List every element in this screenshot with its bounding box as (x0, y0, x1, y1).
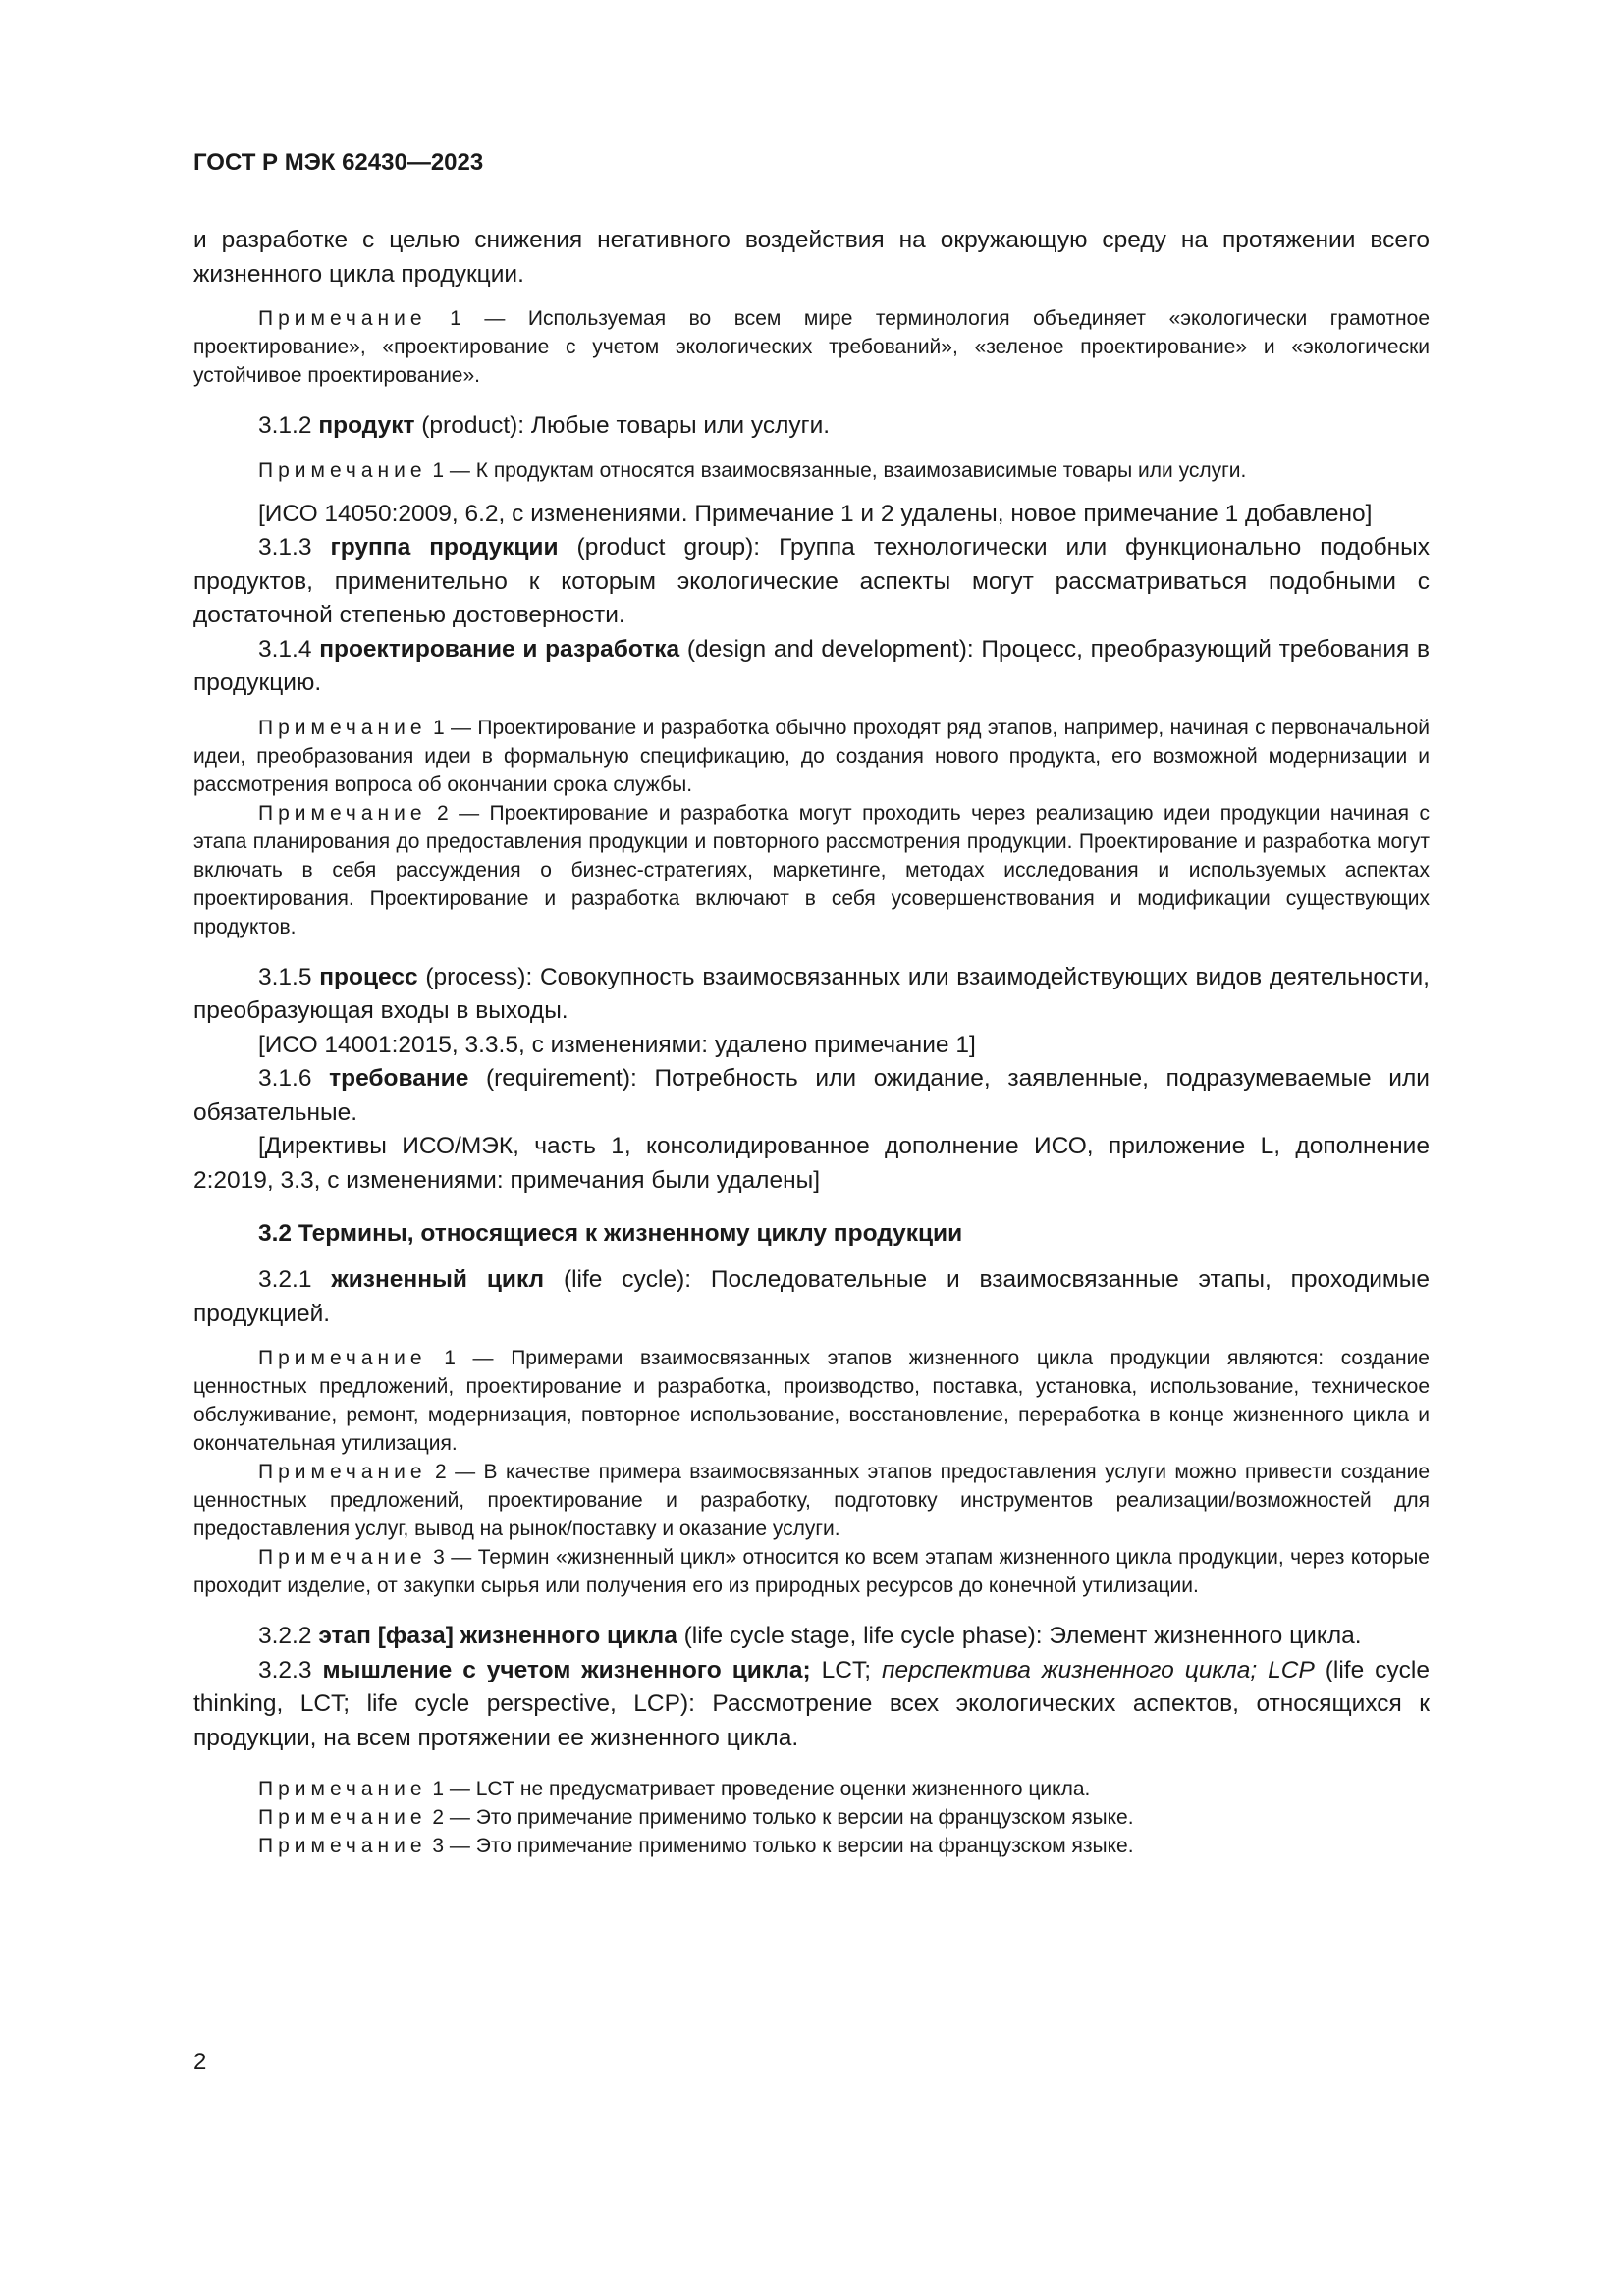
term-3-1-5 (193, 961, 1430, 1029)
term-number: 3.1.5 (258, 963, 320, 990)
term-definition: (product group): Группа технологически или функционально подобных продуктов, применительно к которым экологические аспекты могут рассматриваться подобными с достаточной степенью достоверности. (193, 534, 1430, 628)
document-body (193, 224, 1430, 1860)
term-number: 3.2.3 (258, 1656, 323, 1683)
note-text: 2 — Это примечание применимо только к версии на французском языке. (426, 1806, 1134, 1829)
note (193, 714, 1430, 799)
note (193, 1775, 1430, 1803)
note-label: Примечание (258, 458, 427, 482)
term-alternative: перспектива жизненного цикла; LCP (882, 1656, 1315, 1683)
term-3-1-4 (193, 633, 1430, 701)
note-label: Примечание (258, 716, 427, 739)
term-number: 3.2.1 (258, 1266, 332, 1293)
page-number: 2 (193, 2049, 207, 2075)
term-name: жизненный цикл (331, 1266, 545, 1293)
note-label: Примечание (258, 1778, 427, 1800)
note-label: Примечание (258, 1347, 427, 1369)
term-3-2-1 (193, 1263, 1430, 1331)
term-3-1-6 (193, 1062, 1430, 1130)
term-definition: (life cycle): Последовательные и взаимосвязанные этапы, проходимые продукцией. (193, 1266, 1431, 1327)
term-name: этап [фаза] жизненного цикла (318, 1623, 677, 1649)
note-label: Примечание (258, 1546, 427, 1569)
term-number: 3.1.4 (258, 635, 320, 663)
term-definition: (design and development): Процесс, преобразующий требования в продукцию. (193, 635, 1430, 696)
note-label: Примечание (258, 1461, 427, 1483)
note (193, 799, 1430, 941)
document-header: ГОСТ Р МЭК 62430—2023 (193, 149, 484, 176)
source-reference: [ИСО 14050:2009, 6.2, с изменениями. Примечание 1 и 2 удалены, новое примечание 1 добавлено] (258, 500, 1373, 527)
term-name: процесс (319, 963, 418, 990)
note (193, 456, 1430, 485)
term-definition: (life cycle thinking, LCT; life cycle perspective, LCP): Рассмотрение всех экологических аспектов, относящихся к продукции, на всем протяжении ее жизненного цикла. (193, 1656, 1430, 1751)
term-definition: (life cycle stage, life cycle phase): Элемент жизненного цикла. (677, 1623, 1362, 1649)
term-number: 3.2.2 (258, 1623, 319, 1649)
source-reference: [Директивы ИСО/МЭК, часть 1, консолидированное дополнение ИСО, приложение L, дополнение 2:2019, 3.3, с изменениями: примечания были удалены] (193, 1133, 1430, 1194)
note-text: 3 — Это примечание применимо только к версии на французском языке. (426, 1835, 1134, 1857)
term-number: 3.1.2 (258, 412, 319, 439)
note-text: 1 — Используемая во всем мире терминология объединяет «экологически грамотное проектирование», «проектирование с учетом экологических требований», «зеленое проектирование» и «экологически устойчивое проектирование». (193, 307, 1430, 387)
section-heading: 3.2 Термины, относящиеся к жизненному циклу продукции (258, 1220, 963, 1247)
term-name: продукт (318, 412, 415, 439)
source-reference: [ИСО 14001:2015, 3.3.5, с изменениями: удалено примечание 1] (258, 1031, 976, 1058)
note-text: 2 — В качестве примера взаимосвязанных этапов предоставления услуги можно привести создание ценностных предложений, проектирование и разработку, подготовку инструментов реализации/возможностей для предоставления услуг, вывод на рынок/поставку и оказание услуги. (193, 1461, 1430, 1540)
note (193, 1803, 1430, 1832)
term-definition: (process): Совокупность взаимосвязанных или взаимодействующих видов деятельности, преобразующая входы в выходы. (193, 963, 1430, 1024)
term-number: 3.1.3 (258, 534, 331, 561)
term-name: проектирование и разработка (319, 635, 680, 663)
note-label: Примечание (258, 1835, 427, 1857)
note-text: 1 — LCT не предусматривает проведение оценки жизненного цикла. (426, 1778, 1091, 1800)
note-text: 2 — Проектирование и разработка могут проходить через реализацию идеи продукции начиная с этапа планирования до предоставления продукции и повторного рассмотрения продукции. Проектирование и разработка могут включать в себя рассуждения о бизнес-стратегиях, маркетинге, методах исследования и используемых аспектах проектирования. Проектирование и разработка включают в себя усовершенствования и модификации существующих продуктов. (193, 801, 1430, 938)
term-number: 3.1.6 (258, 1065, 330, 1092)
term-3-2-2 (193, 1620, 1430, 1654)
note (193, 1344, 1430, 1458)
term-name: группа продукции (330, 534, 559, 561)
term-definition: (product): Любые товары или услуги. (414, 412, 831, 439)
note-text: 1 — Примерами взаимосвязанных этапов жизненного цикла продукции являются: создание ценностных предложений, проектирование и разработка, производство, поставка, установка, использование, техническое обслуживание, ремонт, модернизация, повторное использование, восстановление, переработка в конце жизненного цикла и окончательная утилизация. (193, 1347, 1430, 1455)
term-name: мышление с учетом жизненного цикла; (322, 1656, 811, 1683)
note (193, 304, 1430, 390)
intro-paragraph: и разработке с целью снижения негативного воздействия на окружающую среду на протяжении всего жизненного цикла продукции. (193, 227, 1430, 288)
term-3-1-2 (193, 409, 1430, 444)
term-name: требование (329, 1065, 469, 1092)
note (193, 1458, 1430, 1543)
term-3-2-3 (193, 1654, 1430, 1756)
term-definition: (requirement): Потребность или ожидание, заявленные, подразумеваемые или обязательные. (193, 1065, 1430, 1126)
note-text: 1 — К продуктам относятся взаимосвязанные, взаимозависимые товары или услуги. (426, 458, 1247, 482)
note-text: 3 — Термин «жизненный цикл» относится ко всем этапам жизненного цикла продукции, через которые проходит изделие, от закупки сырья или получения его из природных ресурсов до конечной утилизации. (193, 1546, 1430, 1597)
term-3-1-3 (193, 531, 1430, 633)
term-abbreviation: LCT; (810, 1656, 882, 1683)
note-label: Примечание (258, 307, 427, 330)
note-label: Примечание (258, 801, 427, 825)
note (193, 1832, 1430, 1860)
note-text: 1 — Проектирование и разработка обычно проходят ряд этапов, например, начиная с первоначальной идеи, преобразования идеи в формальную спецификацию, до создания нового продукта, его возможной модернизации и рассмотрения вопроса об окончании срока службы. (193, 716, 1430, 796)
note-label: Примечание (258, 1806, 427, 1829)
note (193, 1543, 1430, 1600)
